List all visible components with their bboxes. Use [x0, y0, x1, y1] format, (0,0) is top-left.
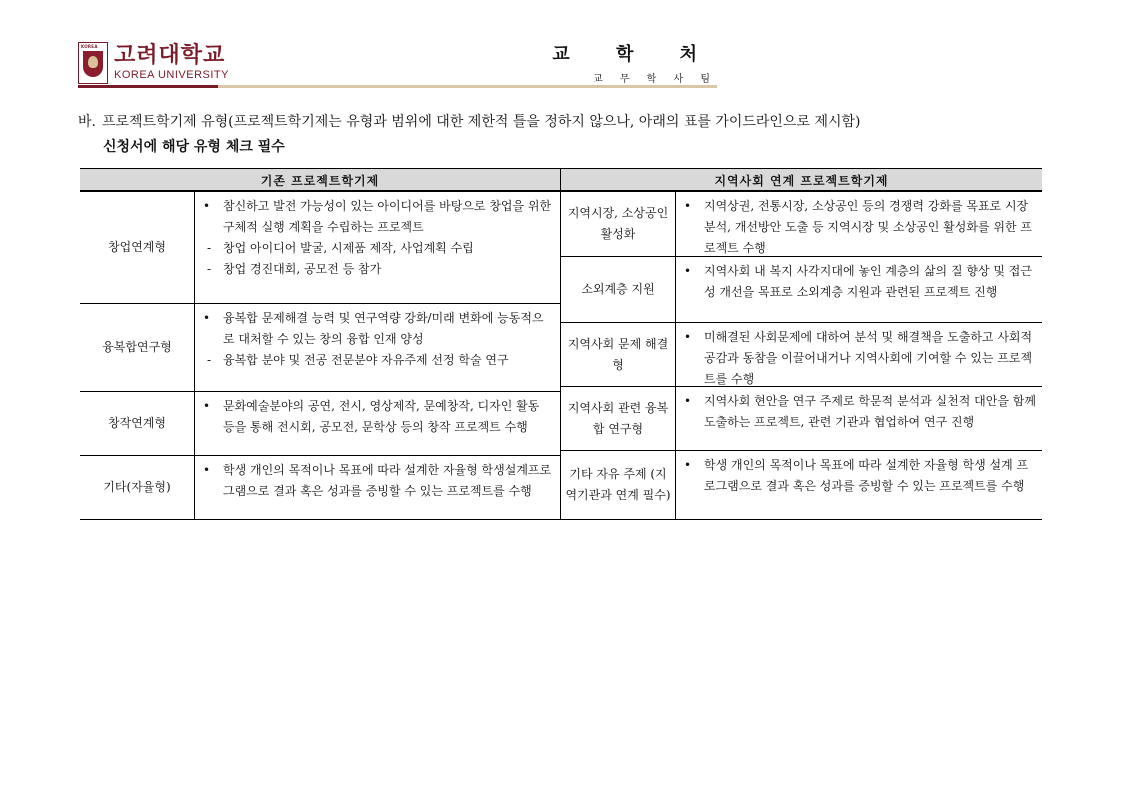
category-cell: 창작연계형	[80, 392, 195, 455]
description-cell	[195, 392, 560, 455]
sub-item-text: 창업 아이디어 발굴, 시제품 제작, 사업계획 수립	[223, 241, 474, 255]
bullet-text: 지역사회 내 복지 사각지대에 놓인 계층의 삶의 질 향상 및 접근성 개선을 목표로 소외계층 지원과 관련된 프로젝트 진행	[704, 264, 1032, 299]
section-marker: 바.	[78, 114, 96, 130]
category-cell: 지역시장, 소상공인 활성화	[561, 192, 676, 256]
page-header	[0, 0, 1121, 92]
sub-item-text: 융복합 분야 및 전공 전문분야 자유주제 선정 학술 연구	[223, 353, 509, 367]
bullet-text: 학생 개인의 목적이나 목표에 따라 설계한 자율형 학생 설계 프로그램으로 결과 혹은 성과를 증빙할 수 있는 프로젝트를 수행	[704, 458, 1029, 493]
university-logo	[78, 42, 229, 84]
bullet-text: 문화예술분야의 공연, 전시, 영상제작, 문예창작, 디자인 활동 등을 통해 전시회, 공모전, 문학상 등의 창작 프로젝트 수행	[223, 399, 540, 434]
table-row	[80, 456, 560, 520]
table-row	[560, 323, 1042, 387]
bullet-icon: •	[203, 399, 211, 413]
bullet-icon: •	[684, 458, 692, 472]
category-cell: 지역사회 문제 해결형	[561, 323, 676, 386]
table-row	[80, 392, 560, 456]
bullet-text: 미해결된 사회문제에 대하여 분석 및 해결책을 도출하고 사회적 공감과 동참을 이끌어내거나 지역사회에 기여할 수 있는 프로젝트를 수행	[704, 330, 1033, 386]
bullet-icon: •	[203, 463, 211, 477]
category-cell: 기타 자유 주제 (지역기관과 연계 필수)	[561, 451, 676, 519]
category-cell: 창업연계형	[80, 192, 195, 303]
bullet-text: 지역상권, 전통시장, 소상공인 등의 경쟁력 강화를 목표로 시장 분석, 개선방안 도출 등 지역시장 및 소상공인 활성화를 위한 프로젝트 수행	[704, 199, 1032, 255]
table-row	[80, 304, 560, 392]
table-row	[560, 387, 1042, 451]
bullet-text: 융복합 문제해결 능력 및 연구역량 강화/미래 변화에 능동적으로 대처할 수 있는 창의 융합 인재 양성	[223, 311, 544, 346]
tiger-emblem-icon: KOREA	[78, 42, 108, 84]
category-cell: 융복합연구형	[80, 304, 195, 391]
bullet-text: 지역사회 현안을 연구 주제로 학문적 분석과 실천적 대안을 함께 도출하는 프로젝트, 관련 기관과 협업하여 연구 진행	[704, 394, 1036, 429]
logo-korean-name: 고려대학교	[114, 43, 226, 68]
bullet-icon: •	[684, 330, 692, 344]
existing-project-header: 기존 프로젝트학기제	[80, 168, 560, 192]
office-title: 교 학 처	[552, 44, 717, 65]
category-cell: 지역사회 관련 융복합 연구형	[561, 387, 676, 450]
community-project-table	[560, 168, 1042, 520]
description-cell	[195, 456, 560, 519]
description-cell	[676, 192, 1042, 256]
community-project-header: 지역사회 연계 프로젝트학기제	[560, 168, 1042, 192]
description-cell: • 참신하고 발전 가능성이 있는 아이디어를 바탕으로 창업을 위한 구체적 실행 계획을 수립하는 프로젝트 - 창업 아이디어 발굴, 시제품 제작, 사업계획 수립 - 창업 경진대회, 공모전 등 참가	[195, 192, 560, 303]
description-cell	[676, 387, 1042, 450]
logo-english-name: KOREA UNIVERSITY	[114, 69, 229, 81]
office-subtitle: 교 무 학 사 팀	[592, 74, 717, 85]
required-check-note: 신청서에 해당 유형 체크 필수	[103, 139, 285, 155]
existing-project-table	[80, 168, 560, 520]
description-cell	[676, 257, 1042, 322]
category-cell: 기타(자율형)	[80, 456, 195, 519]
bullet-icon: •	[684, 264, 692, 278]
description-cell: • 융복합 문제해결 능력 및 연구역량 강화/미래 변화에 능동적으로 대처할 수 있는 창의 융합 인재 양성 - 융복합 분야 및 전공 전문분야 자유주제 선정 학술 연구	[195, 304, 560, 391]
bullet-text: 학생 개인의 목적이나 목표에 따라 설계한 자율형 학생설계프로그램으로 결과 혹은 성과를 증빙할 수 있는 프로젝트를 수행	[223, 463, 552, 498]
table-row	[560, 257, 1042, 323]
section-intro	[78, 112, 860, 132]
table-row	[80, 192, 560, 304]
category-cell: 소외계층 지원	[561, 257, 676, 322]
header-rule-brand	[78, 85, 218, 88]
bullet-icon: •	[684, 394, 692, 408]
bullet-icon: •	[203, 311, 211, 325]
header-rule-tan	[218, 85, 717, 88]
section-heading: 프로젝트학기제 유형(프로젝트학기제는 유형과 범위에 대한 제한적 틀을 정하지 않으나, 아래의 표를 가이드라인으로 제시함)	[101, 114, 861, 130]
bullet-icon: •	[684, 199, 692, 213]
bullet-icon: •	[203, 199, 211, 213]
description-cell	[676, 451, 1042, 519]
bullet-text: 참신하고 발전 가능성이 있는 아이디어를 바탕으로 창업을 위한 구체적 실행 계획을 수립하는 프로젝트	[223, 199, 552, 234]
sub-item-text: 창업 경진대회, 공모전 등 참가	[223, 262, 382, 276]
description-cell	[676, 323, 1042, 386]
table-row	[560, 192, 1042, 257]
table-row	[560, 451, 1042, 520]
